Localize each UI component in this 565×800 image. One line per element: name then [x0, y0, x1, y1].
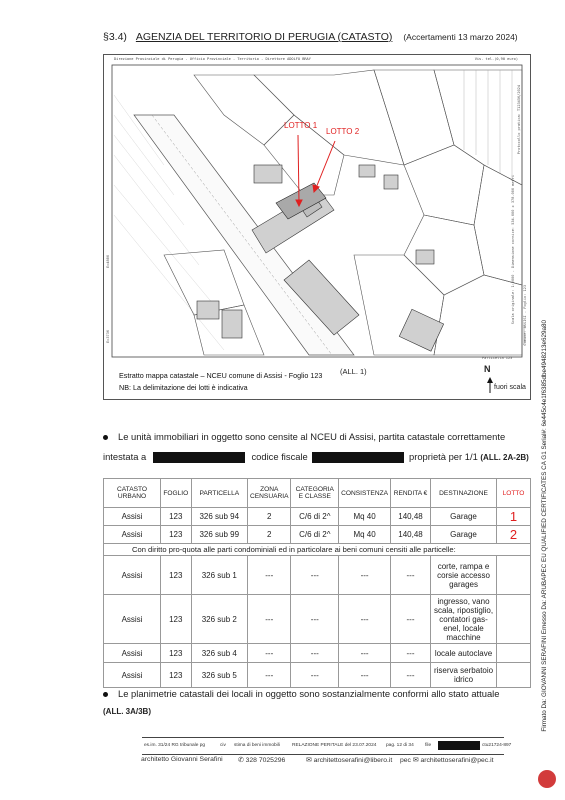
- footer-email-text: architettoserafini@libero.it: [313, 757, 393, 764]
- cell-consistenza: Mq 40: [339, 526, 391, 544]
- allegato-3-ref: (ALL. 3A/3B): [103, 707, 151, 716]
- cadastral-map-figure: [103, 54, 531, 400]
- footer-pec[interactable]: [400, 756, 493, 764]
- cell-comune: Assisi: [104, 644, 161, 663]
- cell-particella: 326 sub 4: [191, 644, 247, 663]
- north-label: N: [484, 364, 491, 374]
- cell-zona: ---: [248, 663, 291, 688]
- cell-categoria: C/6 di 2^: [291, 508, 339, 526]
- bullet-icon: [103, 435, 108, 440]
- proprieta-label: proprietà per 1/1: [408, 451, 478, 462]
- cell-foglio: 123: [161, 595, 192, 644]
- paragraph-1-text: Le unità immobiliari in oggetto sono censite al NCEU di Assisi, partita catastale correttamente: [118, 431, 506, 442]
- cell-lotto-empty: [497, 644, 531, 663]
- footer-cell-file: file: [425, 743, 432, 748]
- paragraph-1-line2: [103, 449, 529, 466]
- footer-cell-filecode: ctu21724-897: [482, 743, 512, 748]
- allegato-2-ref: (ALL. 2A-2B): [480, 453, 529, 462]
- header-consistenza: CONSISTENZA: [339, 479, 391, 508]
- signature-seal-icon: [538, 770, 556, 788]
- map-allegato: [340, 367, 367, 376]
- header-foglio: FOGLIO: [161, 479, 192, 508]
- cell-consistenza: ---: [339, 556, 391, 595]
- cell-zona: 2: [248, 508, 291, 526]
- cell-zona: ---: [248, 595, 291, 644]
- cell-foglio: 123: [161, 526, 192, 544]
- map-header-left: Direzione Provinciale di Perugia - Ufficio Provinciale - Territorio - Direttore ADOLFO BRAY: [114, 57, 311, 61]
- map-side-text-2: Protocollo pratica: T123456/2024: [517, 85, 521, 155]
- header-particella: PARTICELLA: [191, 479, 247, 508]
- map-header-right: Vis. tel.(0,90 euro): [474, 57, 518, 61]
- footer-phone: [238, 756, 285, 764]
- section-number: §3.4): [103, 31, 127, 43]
- cell-destinazione: riserva serbatoio idrico: [431, 663, 497, 688]
- table-row: [104, 556, 531, 595]
- cell-categoria: ---: [291, 663, 339, 688]
- header-categoria: CATEGORIA E CLASSE: [291, 479, 339, 508]
- paragraph-1-line1: [103, 429, 505, 445]
- section-heading: [103, 31, 518, 43]
- cell-foglio: 123: [161, 644, 192, 663]
- header-catasto: CATASTO URBANO: [104, 479, 161, 508]
- header-rendita: RENDITA €: [391, 479, 431, 508]
- cell-lotto: 1: [497, 508, 531, 526]
- footer-phone-text: 328 7025296: [245, 757, 286, 764]
- cell-particella: 326 sub 1: [191, 556, 247, 595]
- cell-rendita: 140,48: [391, 526, 431, 544]
- cell-particella: 326 sub 99: [191, 526, 247, 544]
- cell-zona: ---: [248, 644, 291, 663]
- cell-destinazione: Garage: [431, 508, 497, 526]
- cell-foglio: 123: [161, 556, 192, 595]
- cadastral-table: [103, 478, 531, 688]
- cell-destinazione: corte, rampa e corsie accesso garages: [431, 556, 497, 595]
- table-row: [104, 644, 531, 663]
- footer-cell-pagina: pag. 12 di 34: [386, 743, 414, 748]
- map-side-text-1: Scala originale: 1:2000 - Dimensione cornice: 534.000 x 378.000 metri: [511, 175, 515, 325]
- header-destinazione: DESTINAZIONE: [431, 479, 497, 508]
- lotto-2-label: LOTTO 2: [326, 127, 360, 136]
- table-header-row: [104, 479, 531, 508]
- cell-lotto-empty: [497, 595, 531, 644]
- cell-rendita: ---: [391, 644, 431, 663]
- redacted-tax-code: [312, 452, 404, 463]
- section-note: (Accertamenti 13 marzo 2024): [403, 32, 518, 42]
- cell-comune: Assisi: [104, 556, 161, 595]
- cell-foglio: 123: [161, 663, 192, 688]
- cell-zona: 2: [248, 526, 291, 544]
- map-coord-left-bottom: E=3736: [106, 330, 110, 343]
- cell-comune: Assisi: [104, 663, 161, 688]
- cadastral-map: [104, 55, 530, 362]
- section-title: AGENZIA DEL TERRITORIO DI PERUGIA (CATASTO): [135, 31, 393, 43]
- intestata-label: intestata a: [103, 451, 147, 462]
- map-coord-left-top: E=4880: [106, 255, 110, 268]
- cell-lotto-empty: [497, 663, 531, 688]
- map-caption-line1: Estratto mappa catastale – NCEU comune di Assisi - Foglio 123: [119, 371, 323, 380]
- table-row: [104, 526, 531, 544]
- cell-particella: 326 sub 5: [191, 663, 247, 688]
- table-banner-row: [104, 544, 531, 556]
- cell-rendita: ---: [391, 595, 431, 644]
- cell-consistenza: ---: [339, 644, 391, 663]
- scale-note: fuori scala: [494, 384, 526, 391]
- footer-redacted-file: [438, 741, 480, 750]
- cell-destinazione: locale autoclave: [431, 644, 497, 663]
- footer-author: architetto Giovanni Serafini: [141, 756, 223, 763]
- codice-fiscale-label: codice fiscale: [251, 451, 308, 462]
- digital-signature-strip: [541, 320, 555, 790]
- footer-bar: [142, 737, 512, 755]
- cell-particella: 326 sub 94: [191, 508, 247, 526]
- email-icon: ✉: [410, 757, 421, 764]
- footer-email[interactable]: [306, 756, 392, 764]
- cell-destinazione: ingresso, vano scala, ripostiglio, contatori gas-enel, locale macchine: [431, 595, 497, 644]
- footer-pec-text: architettoserafini@pec.it: [420, 757, 494, 764]
- cell-categoria: ---: [291, 644, 339, 663]
- redacted-owner: [153, 452, 245, 463]
- phone-icon: ✆: [238, 757, 246, 764]
- cell-rendita: ---: [391, 663, 431, 688]
- cell-comune: Assisi: [104, 526, 161, 544]
- cell-particella: 326 sub 2: [191, 595, 247, 644]
- paragraph-2-line1: [103, 686, 499, 702]
- cell-categoria: ---: [291, 556, 339, 595]
- footer-cell-procedura: es.im. 31/24 RG tribunale pg: [144, 743, 206, 748]
- cell-categoria: ---: [291, 595, 339, 644]
- header-lotto: LOTTO: [497, 479, 531, 508]
- footer-cell-stima: stima di beni immobili: [234, 743, 280, 748]
- lotto-1-label: LOTTO 1: [284, 121, 318, 130]
- cell-consistenza: ---: [339, 595, 391, 644]
- header-zona: ZONA CENSUARIA: [248, 479, 291, 508]
- cell-zona: ---: [248, 556, 291, 595]
- cell-lotto: 2: [497, 526, 531, 544]
- table-row: [104, 663, 531, 688]
- map-allegato-text: (ALL. 1): [340, 367, 367, 376]
- map-drawing: [104, 55, 530, 362]
- cell-rendita: 140,48: [391, 508, 431, 526]
- email-icon: ✉: [306, 757, 314, 764]
- map-side-text-3: Comune: ASSISI - Foglio: 123: [523, 285, 527, 346]
- cell-rendita: ---: [391, 556, 431, 595]
- footer-cell-relazione: RELAZIONE PERITALE del 23.07.2024: [292, 743, 377, 748]
- paragraph-2-text: Le planimetrie catastali dei locali in oggetto sono sostanzialmente conformi allo stato attuale: [118, 688, 500, 699]
- north-arrow-icon: [486, 377, 494, 393]
- cell-comune: Assisi: [104, 595, 161, 644]
- map-coord-right-bottom: Particella 123: [482, 356, 513, 360]
- cell-categoria: C/6 di 2^: [291, 526, 339, 544]
- cell-consistenza: ---: [339, 663, 391, 688]
- map-caption-line2: NB: La delimitazione dei lotti è indicativa: [119, 383, 248, 392]
- cell-comune: Assisi: [104, 508, 161, 526]
- common-parts-banner: Con diritto pro-quota alle parti condominiali ed in particolare ai beni comuni censiti alle particelle:: [104, 544, 531, 556]
- footer-cell-civ: civ: [220, 743, 226, 748]
- digital-signature-text: Firmato Da: GIOVANNI SERAFINI Emesso Da: ARUBAPEC EU QUALIFIED CERTIFICATES CA G1 Serial#: 6e445c4e1f6385dbe4948213e629a80: [541, 320, 548, 732]
- cell-lotto-empty: [497, 556, 531, 595]
- table-row: [104, 508, 531, 526]
- cell-destinazione: Garage: [431, 526, 497, 544]
- footer-pec-label: pec: [400, 757, 411, 764]
- cell-consistenza: Mq 40: [339, 508, 391, 526]
- cell-foglio: 123: [161, 508, 192, 526]
- bullet-icon: [103, 692, 108, 697]
- table-row: [104, 595, 531, 644]
